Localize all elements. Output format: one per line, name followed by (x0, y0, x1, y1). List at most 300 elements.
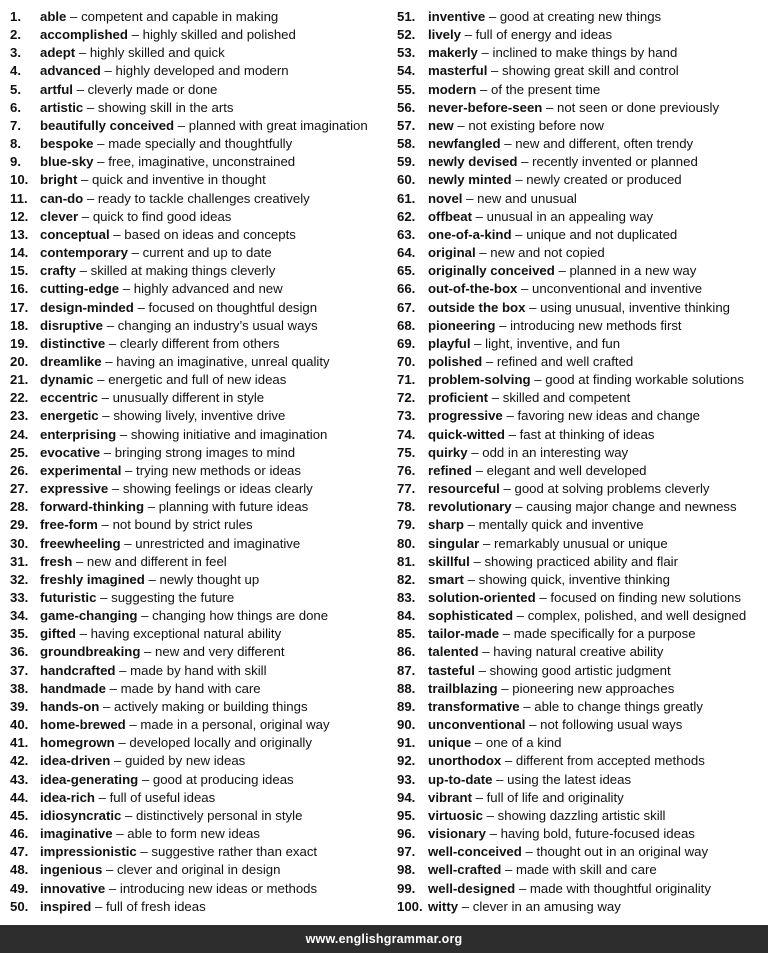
item-definition: showing lively, inventive drive (113, 408, 286, 424)
list-item (10, 117, 390, 135)
item-dash: – (83, 190, 98, 206)
item-number: 30. (10, 535, 29, 551)
item-dash: – (463, 517, 479, 533)
list-item (397, 734, 765, 752)
item-word: lively (428, 27, 461, 43)
list-item (10, 353, 390, 371)
list-item (10, 825, 390, 843)
item-definition: elegant and well developed (486, 462, 647, 478)
list-item (10, 662, 390, 680)
list-item (10, 44, 390, 62)
item-word: one-of-a-kind (428, 226, 512, 242)
list-item (10, 698, 390, 716)
list-item (397, 62, 765, 80)
item-definition: thought out in an original way (536, 844, 709, 860)
list-item (397, 880, 765, 898)
item-definition: showing quick, inventive thinking (478, 571, 670, 587)
list-item (397, 26, 765, 44)
item-number: 97. (397, 844, 416, 860)
item-word: tasteful (428, 662, 475, 678)
item-number: 82. (397, 571, 416, 587)
item-number: 76. (397, 462, 416, 478)
item-number: 61. (397, 190, 416, 206)
item-dash: – (119, 281, 134, 297)
list-item (397, 81, 765, 99)
item-number: 53. (397, 45, 416, 61)
item-definition: full of life and originality (486, 789, 624, 805)
item-word: makerly (428, 45, 478, 61)
item-number: 94. (397, 789, 416, 805)
item-dash: – (133, 299, 149, 315)
list-item (397, 680, 765, 698)
item-number: 5. (10, 81, 21, 97)
list-item (397, 353, 765, 371)
item-number: 47. (10, 844, 29, 860)
item-dash: – (517, 281, 533, 297)
item-word: solution-oriented (428, 590, 536, 605)
item-dash: – (105, 335, 120, 351)
item-definition: bringing strong images to mind (114, 444, 296, 460)
item-dash: – (488, 390, 503, 406)
item-number: 46. (10, 826, 29, 842)
item-number: 80. (397, 535, 416, 551)
item-word: eccentric (40, 390, 98, 406)
item-word: newly minted (428, 172, 512, 188)
item-definition: unconventional and inventive (532, 281, 703, 297)
item-dash: – (519, 698, 535, 714)
item-number: 67. (397, 299, 416, 315)
item-dash: – (499, 626, 514, 642)
list-item (10, 244, 390, 262)
list-item (397, 244, 765, 262)
item-word: newfangled (428, 136, 501, 152)
item-definition: showing good artistic judgment (489, 662, 671, 678)
list-item (10, 226, 390, 244)
item-word: quirky (428, 444, 468, 460)
list-item (397, 607, 765, 625)
item-dash: – (471, 462, 487, 478)
item-number: 28. (10, 499, 29, 515)
list-item (397, 462, 765, 480)
item-word: distinctive (40, 335, 106, 351)
item-number: 79. (397, 517, 416, 533)
item-number: 21. (10, 372, 29, 388)
item-definition: good at creating new things (499, 9, 662, 24)
list-item (10, 171, 390, 189)
item-definition: clearly different from others (119, 335, 280, 351)
list-item (397, 553, 765, 571)
item-word: freshly imagined (40, 571, 145, 587)
item-dash: – (467, 444, 483, 460)
item-word: vibrant (428, 789, 472, 805)
item-number: 4. (10, 63, 21, 79)
item-word: design-minded (40, 299, 134, 315)
list-item (10, 716, 390, 734)
list-item (10, 843, 390, 861)
list-item (397, 171, 765, 189)
word-list-left-column (10, 8, 390, 916)
item-number: 71. (397, 372, 416, 388)
item-number: 9. (10, 154, 21, 170)
item-word: visionary (428, 826, 486, 842)
item-dash: – (125, 717, 141, 733)
item-number: 27. (10, 481, 29, 497)
item-number: 37. (10, 662, 29, 678)
item-dash: – (462, 190, 478, 206)
item-number: 65. (397, 263, 416, 279)
item-word: cutting-edge (40, 281, 120, 297)
item-number: 49. (10, 880, 29, 896)
item-definition: unusual in an appealing way (486, 208, 654, 224)
item-word: blue-sky (40, 154, 94, 170)
item-dash: – (521, 844, 537, 860)
item-dash: – (461, 27, 476, 43)
item-number: 1. (10, 9, 21, 24)
item-word: homegrown (40, 735, 115, 751)
list-item (397, 99, 765, 117)
list-item (397, 643, 765, 661)
item-definition: made specially and thoughtfully (108, 136, 293, 152)
item-definition: recently invented or planned (532, 154, 698, 170)
list-item (10, 625, 390, 643)
item-number: 57. (397, 117, 416, 133)
item-number: 31. (10, 553, 29, 569)
item-word: bespoke (40, 136, 94, 152)
item-number: 52. (397, 27, 416, 43)
item-word: dreamlike (40, 353, 102, 369)
item-dash: – (93, 154, 109, 170)
item-definition: pioneering new approaches (512, 680, 675, 696)
list-item (397, 752, 765, 770)
item-definition: current and up to date (142, 245, 272, 261)
list-item (397, 371, 765, 389)
item-dash: – (502, 408, 518, 424)
item-word: outside the box (428, 299, 526, 315)
footer-website-link[interactable]: www.englishgrammar.org (305, 932, 463, 946)
list-item (397, 317, 765, 335)
item-dash: – (99, 698, 115, 714)
item-dash: – (72, 81, 88, 97)
item-dash: – (495, 317, 511, 333)
item-word: impressionistic (40, 844, 137, 860)
item-word: playful (428, 335, 471, 351)
item-word: problem-solving (428, 372, 531, 388)
item-definition: mentally quick and inventive (478, 517, 644, 533)
list-item (10, 571, 390, 589)
item-number: 63. (397, 226, 416, 242)
item-dash: – (144, 571, 160, 587)
item-definition: introducing new methods first (510, 317, 682, 333)
list-item (10, 643, 390, 661)
item-word: inspired (40, 898, 92, 914)
item-number: 12. (10, 208, 29, 224)
item-dash: – (114, 735, 130, 751)
item-dash: – (121, 807, 137, 823)
item-dash: – (112, 826, 128, 842)
item-definition: ready to tackle challenges creatively (97, 190, 310, 206)
item-dash: – (78, 208, 93, 224)
list-item (10, 607, 390, 625)
item-definition: unique and not duplicated (526, 226, 678, 242)
item-dash: – (463, 571, 479, 587)
item-definition: not following usual ways (540, 717, 683, 733)
item-dash: – (66, 9, 82, 24)
item-word: artful (40, 81, 73, 97)
list-item (397, 226, 765, 244)
item-definition: planning with future ideas (158, 499, 309, 515)
item-definition: remarkably unusual or unique (493, 535, 668, 551)
item-word: ingenious (40, 862, 103, 878)
item-definition: refined and well crafted (496, 353, 634, 369)
item-number: 14. (10, 245, 29, 261)
item-definition: having natural creative ability (493, 644, 664, 660)
item-number: 7. (10, 117, 21, 133)
item-dash: – (140, 644, 156, 660)
item-definition: actively making or building things (114, 698, 308, 714)
item-definition: good at solving problems cleverly (514, 481, 710, 497)
item-word: crafty (40, 263, 76, 279)
list-item (10, 880, 390, 898)
item-word: idea-driven (40, 753, 111, 769)
item-word: polished (428, 353, 483, 369)
item-word: proficient (428, 390, 489, 406)
item-dash: – (535, 590, 551, 605)
list-item (10, 8, 390, 26)
item-definition: not existing before now (468, 117, 604, 133)
item-word: sophisticated (428, 608, 514, 624)
item-dash: – (485, 826, 501, 842)
item-word: freewheeling (40, 535, 121, 551)
item-definition: full of energy and ideas (475, 27, 613, 43)
item-dash: – (515, 880, 530, 896)
item-dash: – (469, 553, 485, 569)
item-definition: made specifically for a purpose (513, 626, 696, 642)
item-word: idea-generating (40, 771, 139, 787)
item-dash: – (110, 753, 126, 769)
item-word: pioneering (428, 317, 496, 333)
item-dash: – (530, 372, 546, 388)
item-dash: – (136, 844, 152, 860)
item-dash: – (75, 45, 90, 61)
list-item (10, 807, 390, 825)
item-dash: – (144, 499, 159, 515)
item-definition: planned in a new way (569, 263, 697, 279)
item-definition: guided by new ideas (125, 753, 246, 769)
item-number: 43. (10, 771, 29, 787)
item-word: trailblazing (428, 680, 498, 696)
item-dash: – (542, 99, 558, 115)
item-word: inventive (428, 9, 486, 24)
item-word: virtuosic (428, 807, 483, 823)
list-item (397, 771, 765, 789)
item-definition: free, imaginative, unconstrained (108, 154, 296, 170)
item-definition: developed locally and originally (129, 735, 312, 751)
item-word: singular (428, 535, 480, 551)
item-number: 26. (10, 462, 29, 478)
item-definition: planned with great imagination (188, 117, 368, 133)
item-dash: – (93, 136, 109, 152)
item-word: well-designed (428, 880, 516, 896)
item-dash: – (98, 408, 114, 424)
list-item (10, 898, 390, 916)
item-dash: – (504, 426, 520, 442)
item-dash: – (75, 263, 91, 279)
item-word: witty (428, 898, 459, 914)
item-word: disruptive (40, 317, 104, 333)
list-item (397, 44, 765, 62)
item-definition: focused on thoughtful design (148, 299, 318, 315)
item-word: sharp (428, 517, 464, 533)
item-definition: made by hand with skill (130, 662, 267, 678)
item-number: 17. (10, 299, 29, 315)
list-item (397, 190, 765, 208)
item-definition: complex, polished, and well designed (527, 608, 747, 624)
item-word: able (40, 9, 67, 24)
list-item (10, 280, 390, 298)
item-number: 24. (10, 426, 29, 442)
item-number: 32. (10, 571, 29, 587)
item-word: well-conceived (428, 844, 522, 860)
item-dash: – (487, 63, 503, 79)
list-item (10, 335, 390, 353)
item-dash: – (105, 680, 121, 696)
item-number: 11. (10, 190, 28, 206)
item-number: 69. (397, 335, 416, 351)
list-item (397, 299, 765, 317)
item-word: never-before-seen (428, 99, 543, 115)
item-word: idea-rich (40, 789, 95, 805)
item-word: up-to-date (428, 771, 493, 787)
item-number: 3. (10, 45, 21, 61)
item-dash: – (100, 444, 115, 460)
item-number: 92. (397, 753, 416, 769)
item-dash: – (77, 172, 93, 188)
item-definition: changing how things are done (152, 608, 329, 624)
item-definition: showing initiative and imagination (130, 426, 328, 442)
item-dash: – (105, 880, 120, 896)
list-item (10, 26, 390, 44)
item-word: contemporary (40, 245, 128, 261)
item-definition: showing great skill and control (502, 63, 679, 79)
item-dash: – (137, 608, 153, 624)
item-dash: – (102, 862, 117, 878)
item-definition: favoring new ideas and change (517, 408, 701, 424)
item-dash: – (94, 789, 110, 805)
item-number: 88. (397, 680, 416, 696)
item-number: 84. (397, 608, 416, 624)
item-definition: good at producing ideas (152, 771, 294, 787)
list-item (10, 734, 390, 752)
item-dash: – (471, 735, 486, 751)
item-number: 18. (10, 317, 29, 333)
list-item (397, 153, 765, 171)
list-item (10, 535, 390, 553)
item-word: unique (428, 735, 472, 751)
item-definition: able to change things greatly (534, 698, 703, 714)
item-number: 29. (10, 517, 29, 533)
item-definition: suggesting the future (111, 590, 235, 605)
item-definition: not seen or done previously (557, 99, 720, 115)
item-definition: trying new methods or ideas (136, 462, 301, 478)
item-definition: new and different in feel (86, 553, 227, 569)
item-number: 58. (397, 136, 416, 152)
item-word: originally conceived (428, 263, 555, 279)
item-number: 36. (10, 644, 29, 660)
list-item (10, 62, 390, 80)
item-word: newly devised (428, 154, 518, 170)
item-dash: – (492, 771, 508, 787)
list-item (397, 571, 765, 589)
list-item (10, 516, 390, 534)
item-number: 10. (10, 172, 29, 188)
item-word: forward-thinking (40, 499, 145, 515)
item-definition: able to form new ideas (127, 826, 260, 842)
item-word: novel (428, 190, 463, 206)
item-number: 39. (10, 698, 29, 714)
item-word: clever (40, 208, 79, 224)
list-item (397, 516, 765, 534)
item-dash: – (458, 898, 473, 914)
item-definition: clever in an amusing way (472, 898, 621, 914)
list-item (397, 698, 765, 716)
item-number: 40. (10, 717, 29, 733)
item-dash: – (75, 626, 91, 642)
item-number: 99. (397, 880, 416, 896)
item-number: 50. (10, 898, 29, 914)
list-item (397, 625, 765, 643)
list-item (10, 480, 390, 498)
item-number: 75. (397, 444, 416, 460)
list-item (10, 299, 390, 317)
list-item (10, 553, 390, 571)
item-number: 72. (397, 390, 416, 406)
item-definition: fast at thinking of ideas (519, 426, 655, 442)
list-item (397, 117, 765, 135)
item-number: 95. (397, 807, 416, 823)
list-item (10, 498, 390, 516)
list-item (10, 317, 390, 335)
item-number: 6. (10, 99, 21, 115)
item-number: 70. (397, 353, 416, 369)
item-dash: – (115, 662, 131, 678)
item-definition: showing skill in the arts (97, 99, 234, 115)
item-number: 13. (10, 226, 29, 242)
item-word: idiosyncratic (40, 807, 122, 823)
item-definition: changing an industry’s usual ways (117, 317, 318, 333)
item-number: 81. (397, 553, 416, 569)
item-number: 87. (397, 662, 416, 678)
item-number: 42. (10, 753, 29, 769)
item-definition: causing major change and newness (526, 499, 737, 515)
item-number: 64. (397, 245, 416, 261)
item-dash: – (501, 862, 516, 878)
item-definition: skilled and competent (502, 390, 631, 406)
list-item (10, 752, 390, 770)
item-definition: of the present time (491, 81, 601, 97)
item-word: expressive (40, 481, 109, 497)
item-word: hands-on (40, 698, 100, 714)
list-item (10, 99, 390, 117)
item-definition: good at finding workable solutions (545, 372, 744, 388)
item-definition: full of fresh ideas (105, 898, 206, 914)
item-dash: – (501, 753, 516, 769)
item-number: 74. (397, 426, 416, 442)
item-dash: – (478, 644, 494, 660)
item-dash: – (72, 553, 87, 569)
item-number: 20. (10, 353, 29, 369)
item-definition: energetic and full of new ideas (108, 372, 287, 388)
item-number: 15. (10, 263, 29, 279)
